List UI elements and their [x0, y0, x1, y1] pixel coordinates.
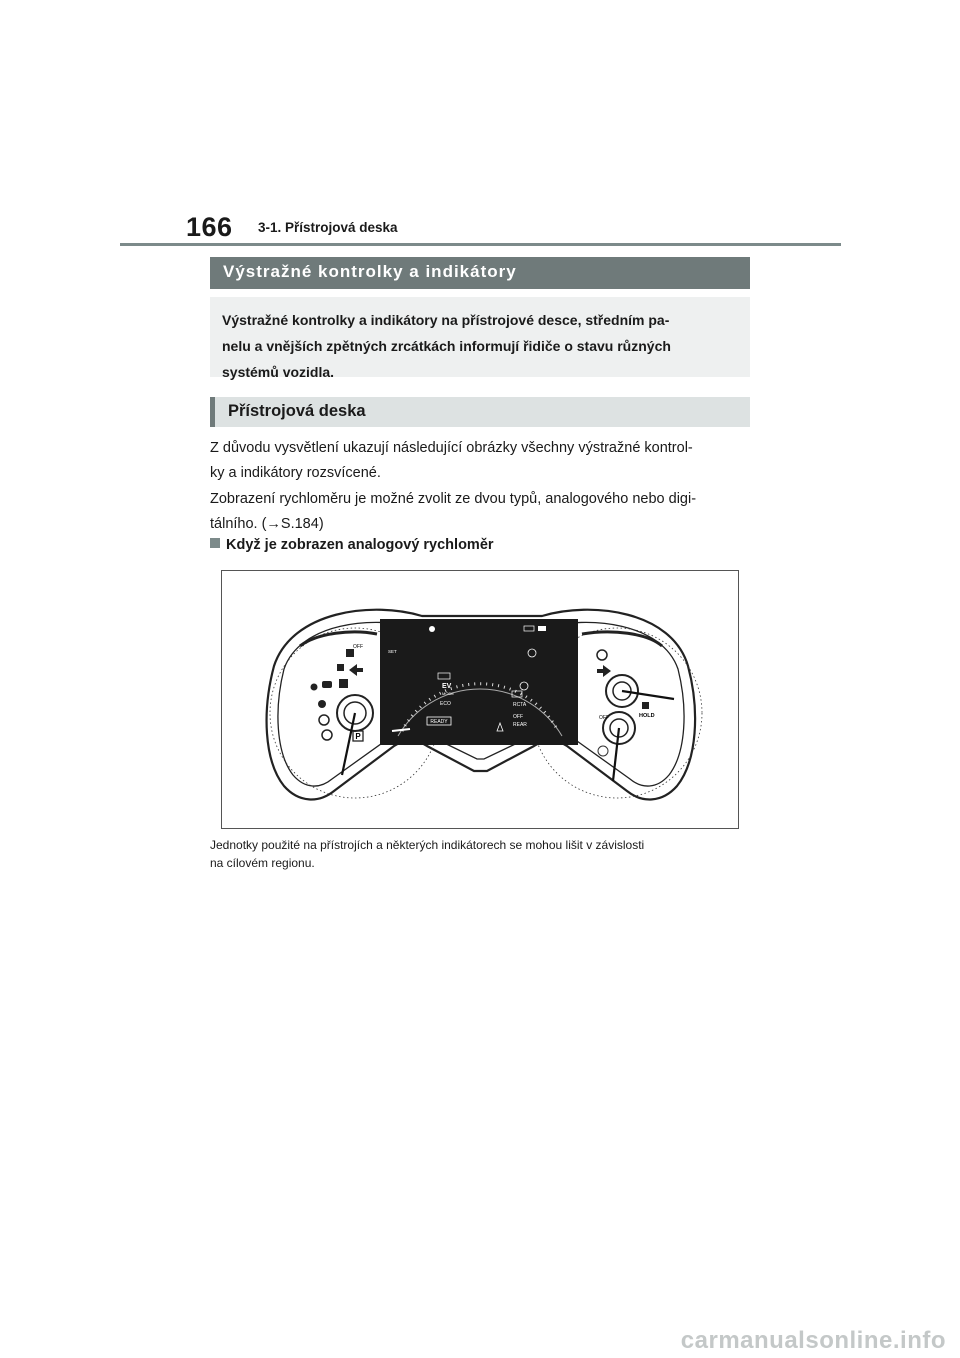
figure-caption [210, 836, 755, 872]
instrument-cluster-figure [221, 570, 739, 829]
instrument-cluster-illustration [222, 571, 738, 828]
right-off-label: OFF [599, 715, 609, 721]
rcta-label: RCTA [513, 702, 527, 708]
intro-line: nelu a vnějších zpětných zrcátkách informují řidiče o stavu různých [222, 338, 671, 354]
intro-line: Výstražné kontrolky a indikátory na přístrojové desce, středním pa- [222, 312, 670, 328]
page-ref-arrow-icon: → [266, 516, 281, 532]
ev-label: EV [442, 683, 452, 690]
watermark: carmanualsonline.info [680, 1327, 946, 1354]
paragraph-line: ky a indikátory rozsvícené. [210, 465, 381, 481]
paragraph-line: Z důvodu vysvětlení ukazují následující obrázky všechny výstražné kontrol- [210, 440, 693, 456]
paragraph-text: tálního. ( [210, 516, 267, 532]
intro-line: systémů vozidla. [222, 364, 335, 380]
sub-heading: Přístrojová deska [210, 397, 750, 427]
eco-label: ECO [440, 701, 451, 707]
rear-label: REAR [513, 722, 527, 728]
warning-icon [346, 649, 354, 657]
right-upper-trim [582, 632, 662, 646]
lock-icon [339, 679, 348, 688]
bullet-heading-text: Když je zobrazen analogový rychloměr [226, 537, 494, 553]
page-reference-link[interactable]: S.184) [280, 516, 324, 532]
fuel-level-icon [642, 702, 649, 709]
intro-box [210, 297, 750, 380]
set-label: SET [388, 649, 397, 654]
caption-line: Jednotky použité na přístrojích a některých indikátorech se mohou lišit v závislosti [210, 838, 645, 852]
header-divider [120, 243, 841, 246]
page-number: 166 [186, 212, 233, 242]
bullet-heading [210, 537, 494, 553]
paragraph-line [210, 512, 755, 537]
turn-right-icon [597, 665, 611, 677]
right-indicator-ring [598, 746, 608, 756]
left-off-label: OFF [353, 644, 363, 650]
ev-mode-label: MODE [442, 691, 454, 696]
lamp-icon [322, 681, 332, 688]
fuel-icon [337, 664, 344, 671]
bullet-square-icon [210, 538, 220, 548]
hold-label: HOLD [639, 713, 655, 719]
top-status-icon [429, 626, 435, 632]
ready-label: READY [430, 719, 448, 725]
headlight-icon [538, 626, 546, 631]
seatbelt-icon [318, 700, 326, 708]
abs-icon [319, 715, 329, 725]
paragraph-2 [210, 487, 755, 537]
paragraph-line: Zobrazení rychloměru je možné zvolit ze dvou typů, analogového nebo digi- [210, 491, 697, 507]
rcta-off-label: OFF [513, 714, 523, 720]
brake-icon [322, 730, 332, 740]
right-warning-icon [597, 650, 607, 660]
parking-label: P [355, 732, 361, 741]
paragraph-1 [210, 436, 755, 486]
section-title: 3-1. Přístrojová deska [258, 220, 398, 235]
center-display [380, 619, 578, 745]
turn-left-icon [349, 664, 363, 676]
main-heading: Výstražné kontrolky a indikátory [210, 257, 750, 289]
airbag-icon [311, 684, 318, 691]
caption-line: na cílovém regionu. [210, 856, 315, 870]
left-upper-trim [300, 632, 377, 646]
